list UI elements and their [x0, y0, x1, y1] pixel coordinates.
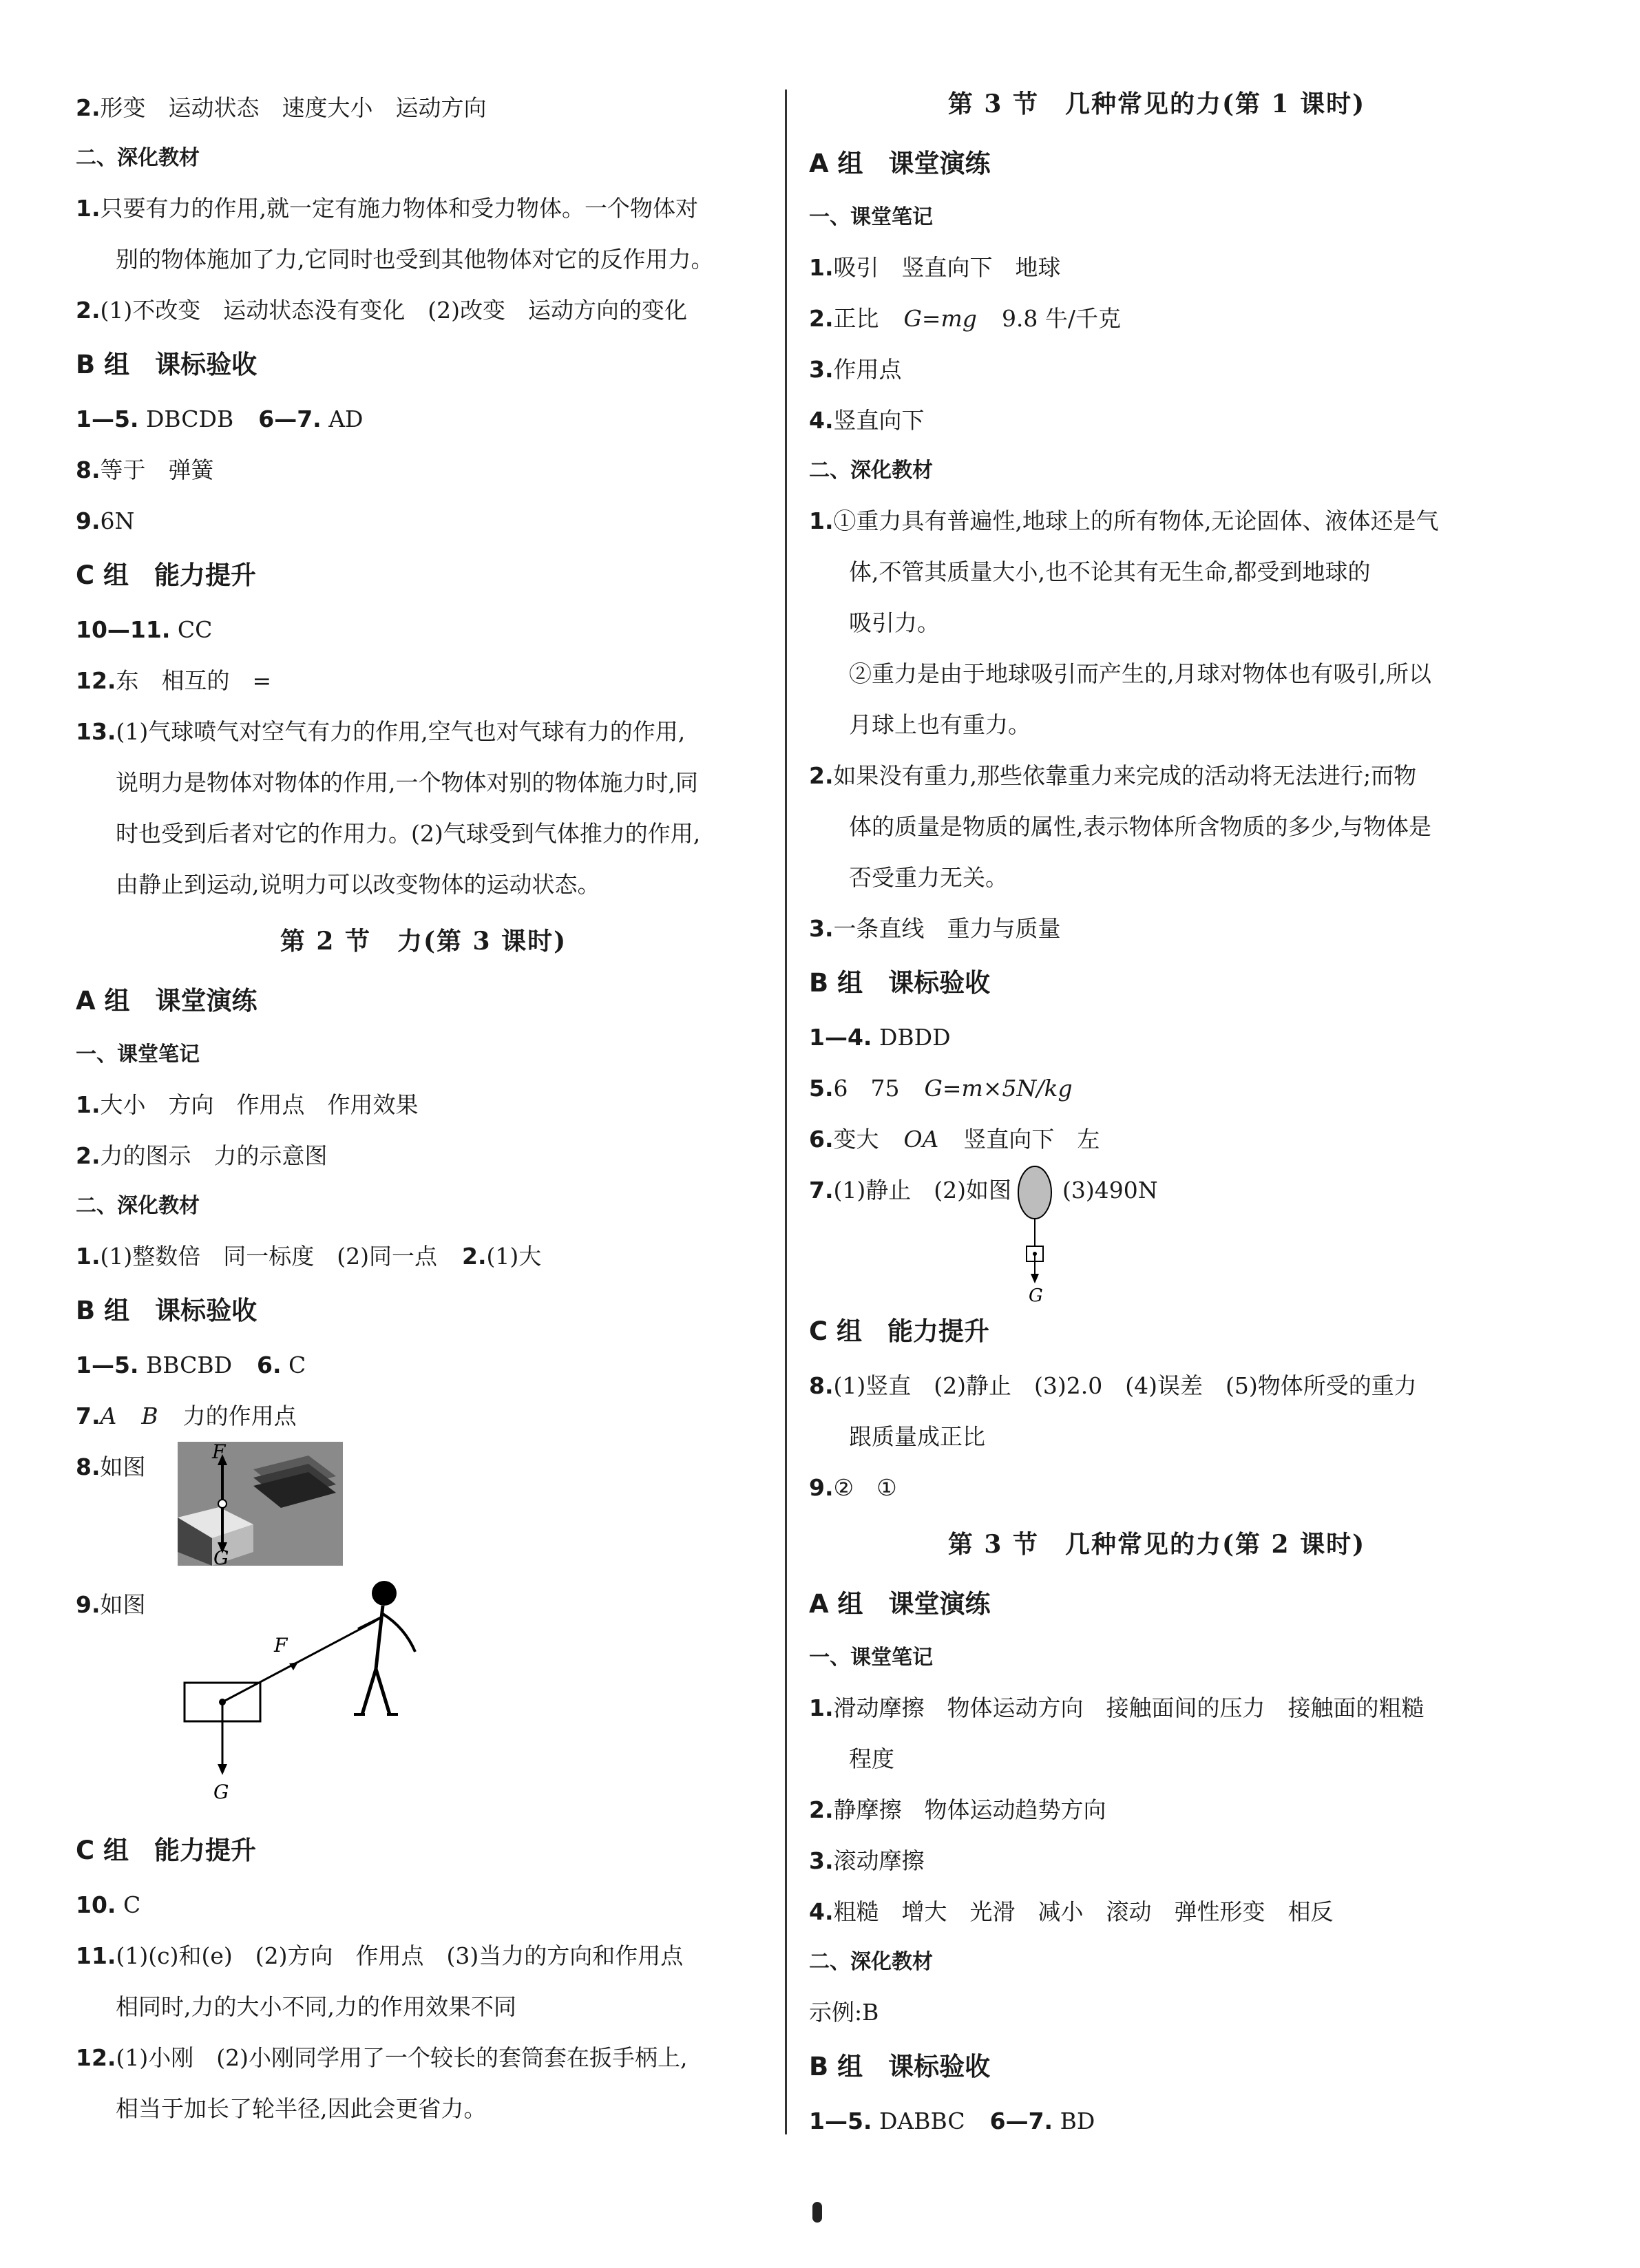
group-heading: A 组 课堂演练: [809, 149, 991, 178]
answer-line-continuation: 体的质量是物质的属性,表示物体所含物质的多少,与物体是: [849, 813, 1431, 840]
answer-with-figure: 8.如图 F G: [76, 1442, 771, 1566]
group-heading: B 组 课标验收: [76, 1296, 257, 1325]
answer-line: 1.滑动摩擦 物体运动方向 接触面间的压力 接触面的粗糙: [809, 1694, 1425, 1721]
subsection-heading: 一、课堂笔记: [76, 1042, 200, 1067]
answer-with-figure: 7.(1)静止 (2)如图 G (3)490N: [809, 1165, 1504, 1303]
answer-line: 7.A B 力的作用点: [76, 1403, 297, 1429]
answer-text: (3)490N: [1062, 1177, 1158, 1204]
group-heading: B 组 课标验收: [809, 2052, 991, 2081]
answer-line: 1—5. DABBC 6—7. BD: [809, 2108, 1095, 2134]
left-column: [76, 83, 771, 2134]
answer-line: 2.力的图示 力的示意图: [76, 1142, 328, 1169]
page-marker: [812, 2202, 822, 2223]
force-label-g: G: [213, 1781, 229, 1803]
answer-line: 3.滚动摩擦: [809, 1847, 925, 1874]
group-heading: C 组 能力提升: [76, 560, 257, 590]
section-title: 第 2 节 力(第 3 课时): [280, 927, 567, 956]
group-heading: A 组 课堂演练: [76, 986, 257, 1016]
answer-with-figure: 9.如图 F G: [76, 1579, 771, 1822]
answer-line: 1.大小 方向 作用点 作用效果: [76, 1091, 419, 1118]
section-title: 第 3 节 几种常见的力(第 2 课时): [947, 1530, 1366, 1559]
answer-line: 9.② ①: [809, 1474, 897, 1501]
pulling-box-figure: [178, 1579, 453, 1814]
answer-line-continuation: 相同时,力的大小不同,力的作用效果不同: [116, 1993, 516, 2020]
answer-line: 1—5. DBCDB 6—7. AD: [76, 406, 364, 432]
answer-line: 1.吸引 竖直向下 地球: [809, 254, 1061, 281]
subsection-heading: 一、课堂笔记: [809, 205, 933, 229]
group-heading: A 组 课堂演练: [809, 1589, 991, 1619]
answer-line: 5.6 75 G=m×5N/kg: [809, 1075, 1073, 1102]
column-divider: [785, 90, 787, 2134]
force-on-books-figure: [178, 1442, 343, 1566]
answer-line: 2.形变 运动状态 速度大小 运动方向: [76, 94, 487, 121]
answer-line-continuation: 跟质量成正比: [849, 1423, 985, 1450]
answer-line-continuation: 说明力是物体对物体的作用,一个物体对别的物体施力时,同: [116, 769, 698, 796]
subsection-heading: 二、深化教材: [76, 146, 200, 170]
answer-line: 8.(1)竖直 (2)静止 (3)2.0 (4)误差 (5)物体所受的重力: [809, 1372, 1417, 1399]
answer-line-continuation: 程度: [849, 1745, 894, 1772]
section-title: 第 3 节 几种常见的力(第 1 课时): [947, 90, 1366, 118]
group-heading: C 组 能力提升: [809, 1316, 990, 1346]
answer-line-continuation: 由静止到运动,说明力可以改变物体的运动状态。: [116, 871, 600, 898]
answer-line: 1—4. DBDD: [809, 1024, 951, 1051]
group-heading: C 组 能力提升: [76, 1836, 257, 1865]
answer-line: 示例:B: [809, 1999, 879, 2026]
answer-line-continuation: 相当于加长了轮半径,因此会更省力。: [116, 2095, 487, 2122]
answer-line-continuation: 体,不管其质量大小,也不论其有无生命,都受到地球的: [849, 558, 1371, 585]
answer-line: 8.等于 弹簧: [76, 456, 214, 483]
answer-line: 2.正比 G=mg 9.8 牛/千克: [809, 305, 1122, 332]
answer-line-continuation: 否受重力无关。: [849, 864, 1008, 891]
answer-line: 1.(1)整数倍 同一标度 (2)同一点 2.(1)大: [76, 1243, 542, 1270]
force-label-f: F: [274, 1634, 288, 1657]
answer-line: 2.静摩擦 物体运动趋势方向: [809, 1796, 1106, 1823]
answer-line: 3.作用点: [809, 356, 902, 383]
subsection-heading: 二、深化教材: [76, 1194, 200, 1218]
answer-line-continuation: ②重力是由于地球吸引而产生的,月球对物体也有吸引,所以: [849, 660, 1431, 687]
group-heading: B 组 课标验收: [76, 350, 257, 379]
answer-line-continuation: 月球上也有重力。: [849, 711, 1031, 738]
answer-line: 3.一条直线 重力与质量: [809, 915, 1061, 942]
answer-line: 9.6N: [76, 507, 135, 534]
answer-line: 12.东 相互的 =: [76, 667, 272, 694]
answer-line-continuation: 吸引力。: [849, 609, 940, 636]
subsection-heading: 一、课堂笔记: [809, 1646, 933, 1670]
answer-line: 11.(1)(c)和(e) (2)方向 作用点 (3)当力的方向和作用点: [76, 1942, 684, 1969]
answer-line: 4.竖直向下: [809, 407, 925, 434]
answer-line: 1.①重力具有普遍性,地球上的所有物体,无论固体、液体还是气: [809, 507, 1439, 534]
group-heading: B 组 课标验收: [809, 968, 991, 998]
right-column: [809, 83, 1504, 2147]
answer-line-continuation: 别的物体施加了力,它同时也受到其他物体对它的反作用力。: [116, 246, 714, 273]
answer-line: 1—5. BBCBD 6. C: [76, 1352, 306, 1378]
force-label-f: F: [212, 1442, 226, 1463]
answer-line: 6.变大 OA 竖直向下 左: [809, 1126, 1100, 1153]
answer-line: 10. C: [76, 1891, 141, 1918]
force-label-g: G: [1029, 1285, 1043, 1303]
subsection-heading: 二、深化教材: [809, 1950, 933, 1974]
answer-line: 2.如果没有重力,那些依靠重力来完成的活动将无法进行;而物: [809, 762, 1417, 789]
answer-line: 13.(1)气球喷气对空气有力的作用,空气也对气球有力的作用,: [76, 718, 686, 745]
force-label-g: G: [213, 1546, 229, 1566]
answer-line-continuation: 时也受到后者对它的作用力。(2)气球受到气体推力的作用,: [116, 820, 701, 847]
balloon-weight-figure: [1014, 1165, 1055, 1303]
answer-line: 10—11. CC: [76, 616, 213, 643]
answer-line: 2.(1)不改变 运动状态没有变化 (2)改变 运动方向的变化: [76, 297, 687, 324]
answer-line: 1.只要有力的作用,就一定有施力物体和受力物体。一个物体对: [76, 195, 698, 222]
subsection-heading: 二、深化教材: [809, 459, 933, 483]
answer-line: 12.(1)小刚 (2)小刚同学用了一个较长的套筒套在扳手柄上,: [76, 2044, 688, 2071]
answer-line: 4.粗糙 增大 光滑 减小 滚动 弹性形变 相反: [809, 1898, 1334, 1925]
